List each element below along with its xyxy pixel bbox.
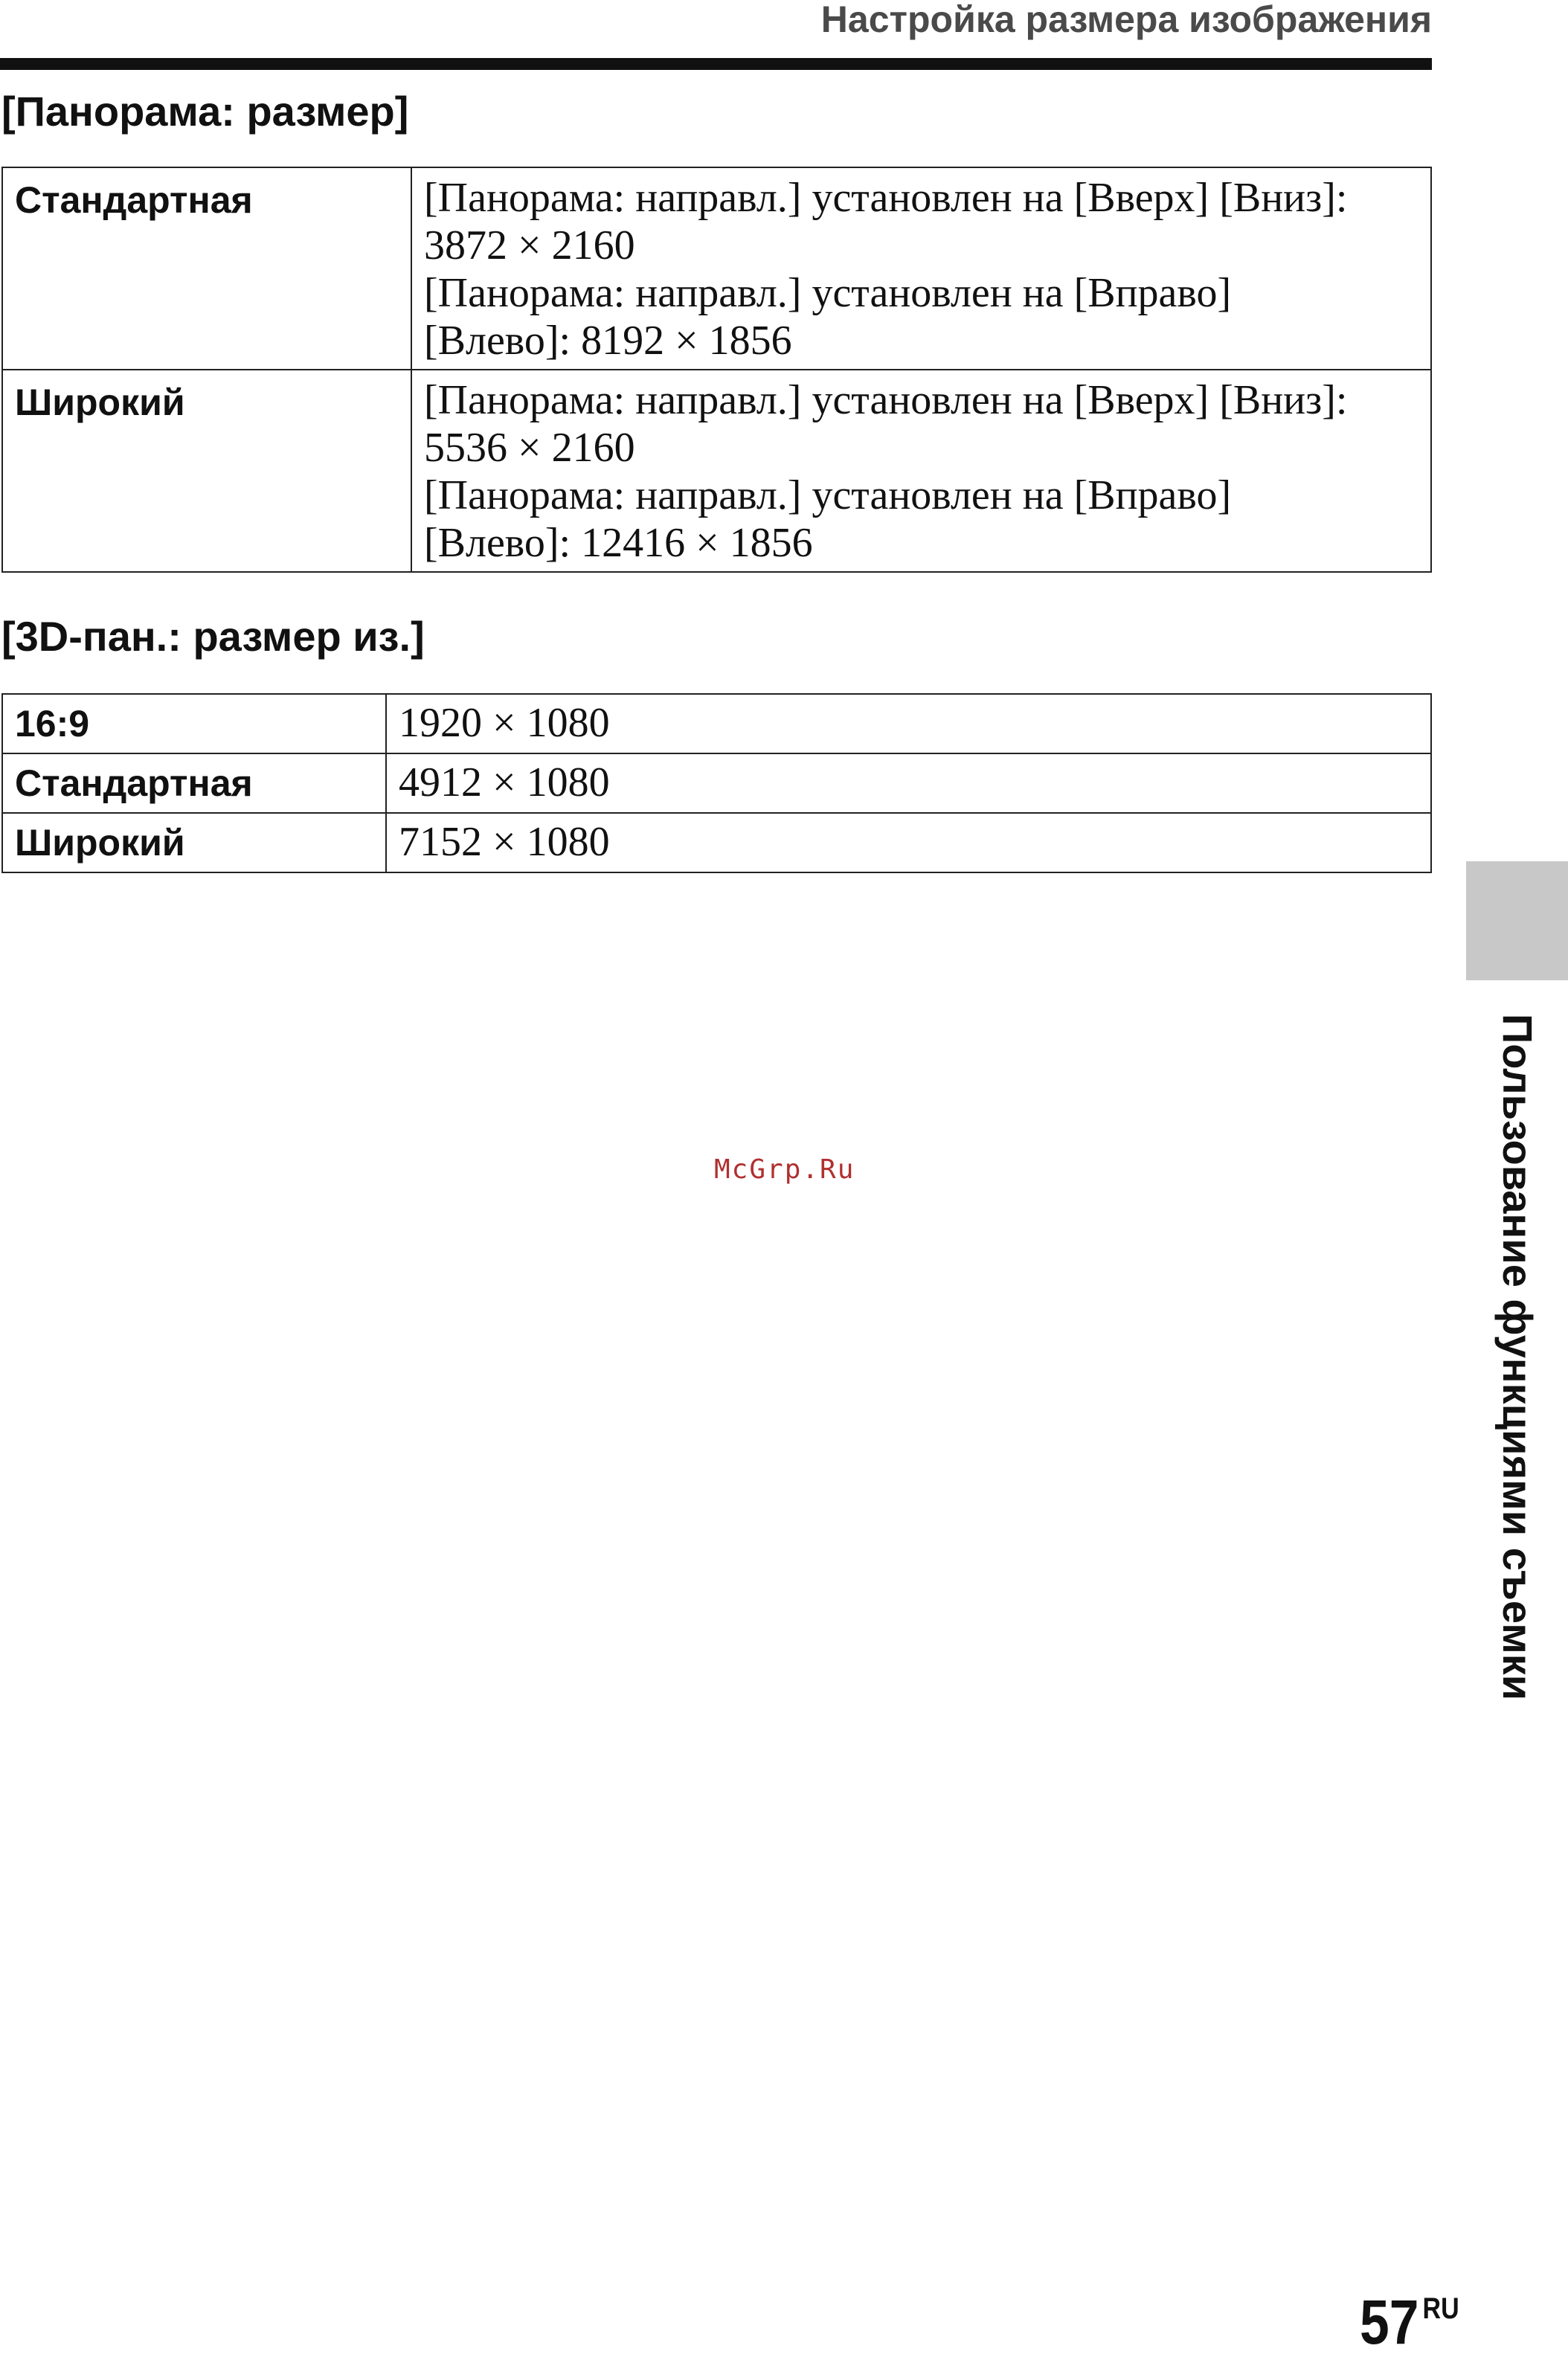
value-line: [Влево]: 12416 × 1856 (424, 520, 813, 566)
page-language-code: RU (1422, 2292, 1459, 2325)
value-line: [Панорама: направл.] установлен на [Вправо] (424, 472, 1232, 518)
panorama-size-title: [Панорама: размер] (1, 88, 409, 135)
value-line: 3872 × 2160 (424, 222, 635, 269)
value-line: [Панорама: направл.] установлен на [Вправо] (424, 270, 1232, 316)
table-row (2, 167, 1431, 370)
chapter-side-label: Пользование функциями съемки (1494, 1014, 1541, 1701)
row-label: Широкий (2, 813, 386, 872)
row-value (411, 167, 1431, 370)
value-line: 5536 × 2160 (424, 425, 635, 471)
table-row (2, 694, 1431, 753)
row-value: 1920 × 1080 (386, 694, 1431, 753)
row-label: Стандартная (2, 753, 386, 813)
table-row (2, 370, 1431, 572)
page-number (1360, 2277, 1459, 2357)
value-line: [Влево]: 8192 × 1856 (424, 318, 792, 364)
watermark: McGrp.Ru (714, 1154, 855, 1185)
pan3d-size-table (1, 693, 1432, 873)
value-line: [Панорама: направл.] установлен на [Вверх] [Вниз]: (424, 377, 1348, 423)
row-label: Широкий (2, 370, 411, 572)
header-rule (0, 58, 1432, 70)
row-label: 16:9 (2, 694, 386, 753)
row-value: 4912 × 1080 (386, 753, 1431, 813)
pan3d-size-title: [3D-пан.: размер из.] (1, 613, 425, 660)
table-row (2, 753, 1431, 813)
row-value: 7152 × 1080 (386, 813, 1431, 872)
chapter-tab-marker (1466, 861, 1568, 980)
table-row (2, 813, 1431, 872)
panorama-size-table (1, 167, 1432, 573)
row-label: Стандартная (2, 167, 411, 370)
running-head-title: Настройка размера изображения (820, 0, 1432, 40)
page-number-value: 57 (1360, 2287, 1419, 2357)
value-line: [Панорама: направл.] установлен на [Вверх] [Вниз]: (424, 175, 1348, 221)
row-value (411, 370, 1431, 572)
